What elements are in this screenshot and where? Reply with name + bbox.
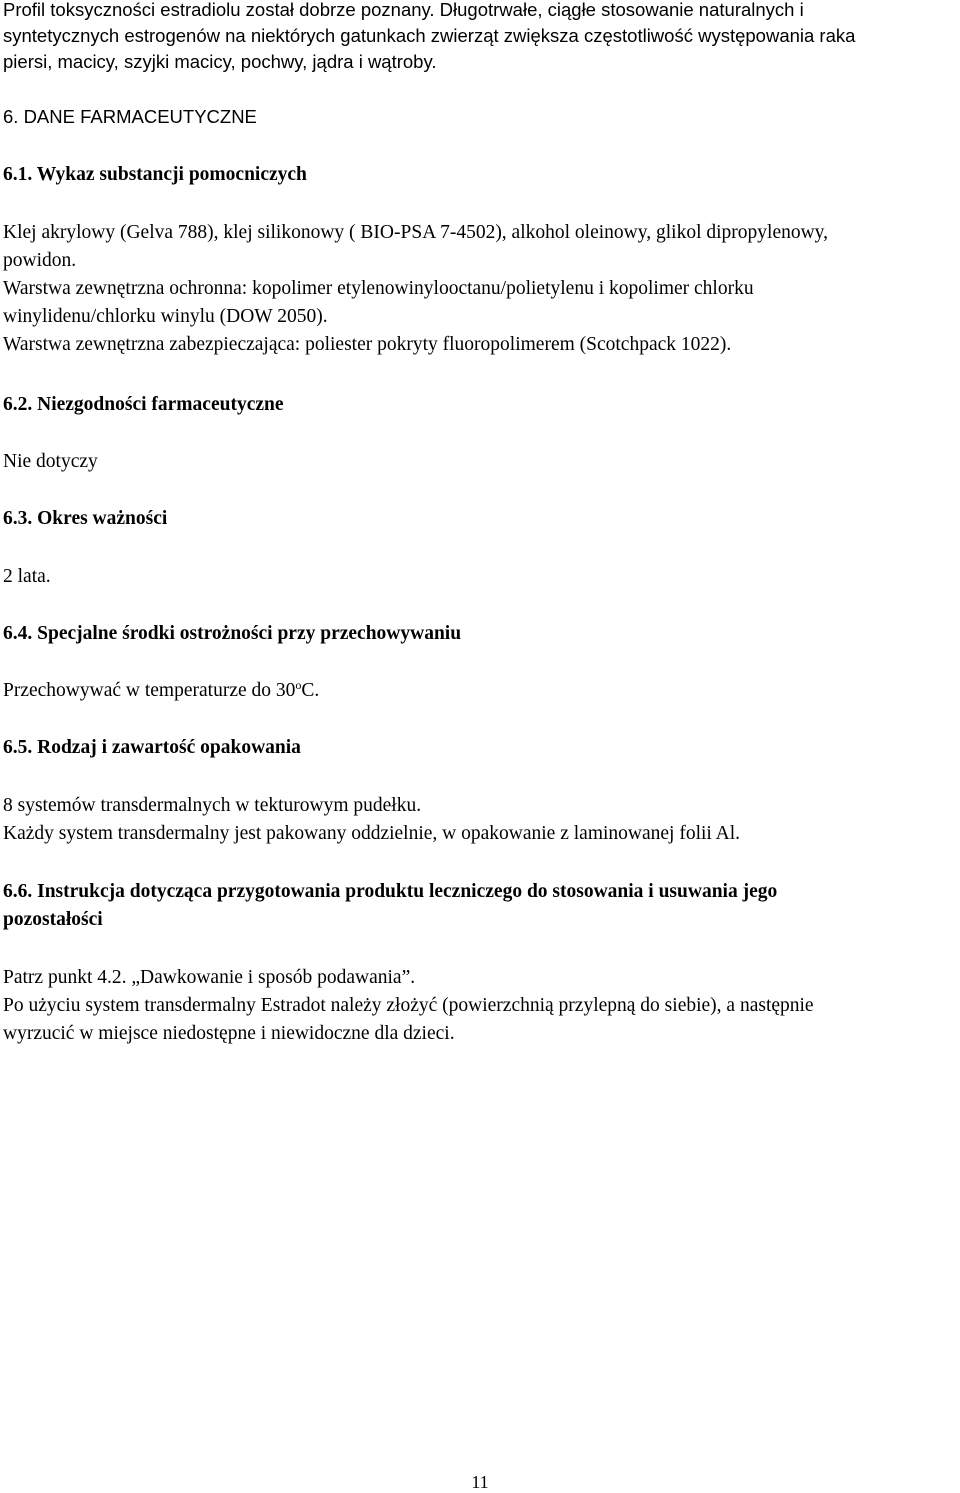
section-6-5-heading: 6.5. Rodzaj i zawartość opakowania [3, 737, 301, 758]
body-line: Po użyciu system transdermalny Estradot należy złożyć (powierzchnią przylepną do siebie), a następnie [3, 995, 814, 1016]
section-6-6-body [3, 964, 814, 1048]
section-6-4-body [3, 677, 319, 705]
body-line: wyrzucić w miejsce niedostępne i niewidoczne dla dzieci. [3, 1023, 455, 1044]
body-line: powidon. [3, 250, 77, 271]
section-6-heading: 6. DANE FARMACEUTYCZNE [3, 106, 257, 127]
storage-unit: C. [301, 680, 320, 701]
body-line: Warstwa zewnętrzna ochronna: kopolimer etylenowinylooctanu/polietylenu i kopolimer chlorku [3, 278, 754, 299]
section-6-3-heading: 6.3. Okres ważności [3, 508, 168, 529]
section-6-4-heading: 6.4. Specjalne środki ostrożności przy przechowywaniu [3, 623, 462, 644]
body-line: winylidenu/chlorku winylu (DOW 2050). [3, 306, 328, 327]
degree-superscript: o [295, 678, 302, 692]
intro-paragraph [3, 0, 855, 75]
section-6-1-heading: 6.1. Wykaz substancji pomocniczych [3, 164, 307, 185]
intro-line: syntetycznych estrogenów na niektórych gatunkach zwierząt zwiększa częstotliwość występowania raka [3, 25, 856, 46]
page-number: 11 [471, 1472, 489, 1492]
section-6-3-body: 2 lata. [3, 566, 51, 587]
heading-line: 6.6. Instrukcja dotycząca przygotowania produktu leczniczego do stosowania i usuwania jego [3, 881, 778, 902]
intro-line: Profil toksyczności estradiolu został dobrze poznany. Długotrwałe, ciągłe stosowanie naturalnych i [3, 0, 804, 20]
section-6-2-heading: 6.2. Niezgodności farmaceutyczne [3, 394, 284, 415]
section-6-6-heading [3, 878, 777, 934]
body-line: Warstwa zewnętrzna zabezpieczająca: poliester pokryty fluoropolimerem (Scotchpack 1022). [3, 334, 732, 355]
heading-line: pozostałości [3, 909, 103, 930]
intro-line: piersi, macicy, szyjki macicy, pochwy, jądra i wątroby. [3, 51, 437, 72]
section-6-2-body: Nie dotyczy [3, 451, 98, 472]
body-line: Każdy system transdermalny jest pakowany oddzielnie, w opakowanie z laminowanej folii Al. [3, 823, 741, 844]
storage-text: Przechowywać w temperaturze do 30 [3, 680, 296, 701]
section-6-1-body [3, 219, 828, 359]
body-line: Klej akrylowy (Gelva 788), klej silikonowy ( BIO-PSA 7-4502), alkohol oleinowy, glikol dipropylenowy, [3, 222, 829, 243]
body-line: Patrz punkt 4.2. „Dawkowanie i sposób podawania”. [3, 967, 416, 988]
body-line: 8 systemów transdermalnych w tekturowym pudełku. [3, 795, 422, 816]
section-6-5-body [3, 792, 740, 848]
